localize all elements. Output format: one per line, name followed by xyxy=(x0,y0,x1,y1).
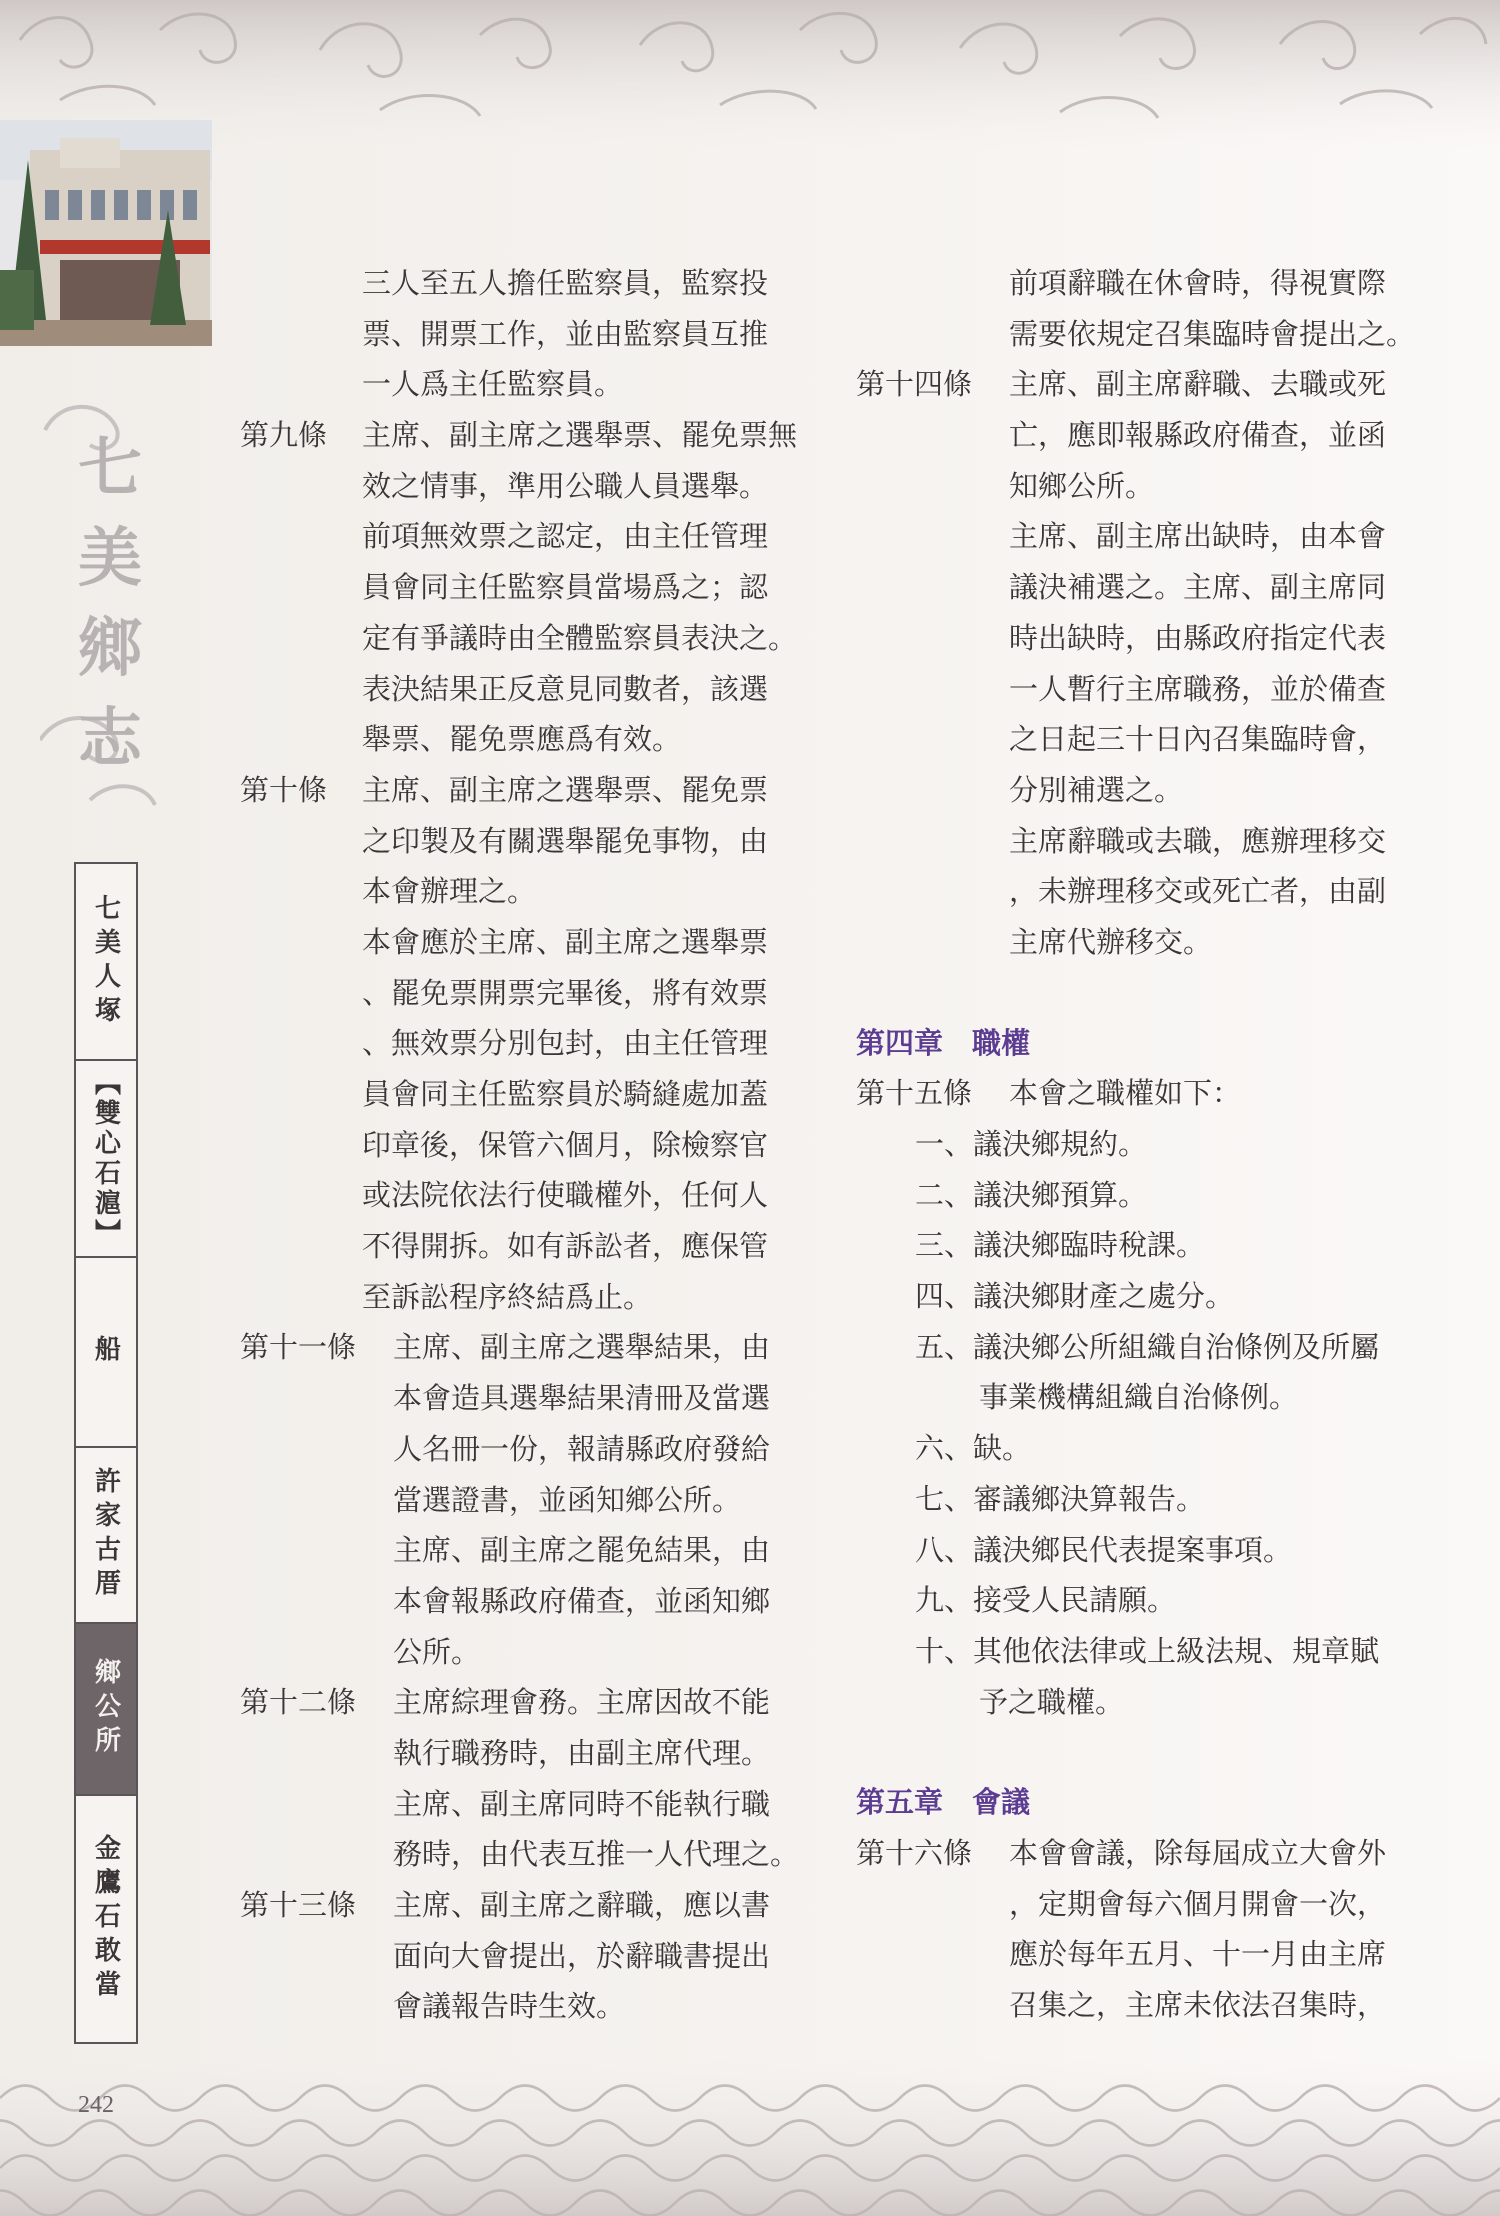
article-label: 第十四條 xyxy=(856,367,973,402)
text-line: 公所。 xyxy=(393,1634,481,1669)
text-line: 會議報告時生效。 xyxy=(393,1989,626,2024)
article-text: 主席綜理會務。主席因故不能 xyxy=(393,1685,771,1720)
text-line: 印章後，保管六個月，除檢察官 xyxy=(362,1127,769,1162)
section-gap xyxy=(856,968,1416,1018)
list-item: 七、審議鄉決算報告。 xyxy=(915,1481,1206,1516)
list-item: 三、議決鄉臨時稅課。 xyxy=(915,1228,1206,1263)
text-line: 效之情事，準用公職人員選舉。 xyxy=(362,468,769,503)
chapter-5-heading: 第五章 會議 xyxy=(856,1785,1031,1820)
text-line: 本會報縣政府備查，並函知鄉 xyxy=(393,1583,771,1618)
township-office-photo xyxy=(0,120,212,346)
text-line: 本會辦理之。 xyxy=(362,874,537,909)
sidebar-tab-golden-eagle-stone[interactable]: 金鷹石敢當 xyxy=(90,1834,121,2004)
text-line: 員會同主任監察員當場爲之；認 xyxy=(362,570,769,605)
title-char-1: 七美鄉志 xyxy=(78,431,142,776)
text-line: 需要依規定召集臨時會提出之。 xyxy=(1009,316,1416,351)
text-line: ，定期會每六個月開會一次， xyxy=(1009,1886,1387,1921)
text-line: 主席、副主席出缺時，由本會 xyxy=(1009,519,1387,554)
text-line: 或法院依法行使職權外，任何人 xyxy=(362,1178,769,1213)
text-line: 至訴訟程序終結爲止。 xyxy=(362,1279,653,1314)
cloud-border-top xyxy=(0,0,1500,150)
text-line: 前項辭職在休會時，得視實際 xyxy=(1009,266,1387,300)
text-line: 、無效票分別包封，由主任管理 xyxy=(362,1026,769,1061)
article-label: 第十三條 xyxy=(240,1888,357,1922)
text-line: 表決結果正反意見同數者，該選 xyxy=(362,671,769,706)
article-label: 第十條 xyxy=(240,772,328,807)
text-line: 票、開票工作，並由監察員互推 xyxy=(362,316,769,351)
text-line: 定有爭議時由全體監察員表決之。 xyxy=(362,620,798,655)
text-line: 一人爲主任監察員。 xyxy=(362,367,624,402)
text-line: 不得開拆。如有訴訟者，應保管 xyxy=(362,1229,769,1264)
sidebar-tab-township-office[interactable]: 鄉公所 xyxy=(76,1624,136,1794)
article-text: 本會會議，除每屆成立大會外 xyxy=(1009,1835,1387,1870)
list-item-continuation: 予之職權。 xyxy=(979,1684,1125,1719)
sidebar-tab-hsu-house[interactable]: 許家古厝 xyxy=(90,1467,121,1603)
text-line: 召集之，主席未依法召集時， xyxy=(1009,1988,1387,2022)
list-item: 一、議決鄉規約。 xyxy=(915,1127,1148,1161)
sidebar-tab-boat[interactable]: 船 xyxy=(90,1335,121,1369)
page-number: 242 xyxy=(78,2092,114,2118)
text-line: 、罷免票開票完畢後，將有效票 xyxy=(362,975,769,1010)
wave-border-bottom xyxy=(0,2058,1500,2216)
list-item: 二、議決鄉預算。 xyxy=(915,1177,1148,1212)
list-item: 九、接受人民請願。 xyxy=(915,1583,1177,1618)
article-10 xyxy=(240,765,800,816)
text-line: 當選證書，並函知鄉公所。 xyxy=(393,1482,742,1517)
article-label: 第十六條 xyxy=(856,1835,973,1870)
text-line: 舉票、罷免票應爲有效。 xyxy=(362,722,682,757)
text-line: 主席、副主席之罷免結果，由 xyxy=(393,1533,771,1568)
text-line: 時出缺時，由縣政府指定代表 xyxy=(1009,620,1387,655)
article-text: 本會之職權如下： xyxy=(1009,1076,1242,1111)
text-line: 知鄉公所。 xyxy=(1009,468,1155,503)
text-line: 面向大會提出，於辭職書提出 xyxy=(393,1938,771,1973)
article-11 xyxy=(240,1322,800,1373)
article-text: 主席、副主席辭職、去職或死 xyxy=(1009,367,1387,402)
text-line: 應於每年五月、十一月由主席 xyxy=(1009,1937,1387,1972)
text-line: 三人至五人擔任監察員，監察投 xyxy=(362,266,769,300)
article-14 xyxy=(856,359,1416,410)
text-line: 本會應於主席、副主席之選舉票 xyxy=(362,924,769,959)
text-line: ，未辦理移交或死亡者，由副 xyxy=(1009,874,1387,909)
text-line: 人名冊一份，報請縣政府發給 xyxy=(393,1431,771,1466)
chapter-sidebar xyxy=(74,862,138,2044)
sidebar-tab-twin-hearts[interactable]: 【雙心石滬】 xyxy=(90,1068,121,1249)
article-label: 第十一條 xyxy=(240,1330,357,1365)
article-12 xyxy=(240,1677,800,1728)
list-item-continuation: 事業機構組織自治條例。 xyxy=(979,1380,1299,1415)
text-line: 主席辭職或去職，應辦理移交 xyxy=(1009,823,1387,858)
article-9 xyxy=(240,410,800,461)
list-item: 四、議決鄉財產之處分。 xyxy=(915,1279,1235,1314)
text-line: 本會造具選舉結果清冊及當選 xyxy=(393,1381,771,1416)
article-label: 第九條 xyxy=(240,418,328,453)
article-label: 第十五條 xyxy=(856,1076,973,1111)
list-item: 六、缺。 xyxy=(915,1431,1032,1466)
article-15 xyxy=(856,1068,1416,1119)
article-13 xyxy=(240,1880,800,1931)
article-label: 第十二條 xyxy=(240,1685,357,1720)
article-text: 主席、副主席之選舉票、罷免票無 xyxy=(362,418,798,453)
list-item: 八、議決鄉民代表提案事項。 xyxy=(915,1532,1293,1567)
list-item: 十、其他依法律或上級法規、規章賦 xyxy=(915,1633,1380,1668)
text-line: 一人暫行主席職務，並於備查 xyxy=(1009,671,1387,706)
text-line: 執行職務時，由副主席代理。 xyxy=(393,1735,771,1770)
right-text-column xyxy=(856,258,1416,2031)
text-line: 亡，應即報縣政府備查，並函 xyxy=(1009,418,1387,453)
text-line: 分別補選之。 xyxy=(1009,772,1184,807)
text-line: 員會同主任監察員於騎縫處加蓋 xyxy=(362,1077,769,1111)
article-text: 主席、副主席之選舉結果，由 xyxy=(393,1330,771,1365)
article-text: 主席、副主席之選舉票、罷免票 xyxy=(362,772,769,807)
section-gap xyxy=(856,1727,1416,1777)
text-line: 前項無效票之認定，由主任管理 xyxy=(362,519,769,554)
text-line: 議決補選之。主席、副主席同 xyxy=(1009,570,1387,605)
article-text: 主席、副主席之辭職，應以書 xyxy=(393,1888,771,1922)
list-item: 五、議決鄉公所組織自治條例及所屬 xyxy=(915,1329,1380,1364)
sidebar-tab-seven-beauties-tomb[interactable]: 七美人塚 xyxy=(90,893,121,1030)
chapter-4-heading: 第四章 職權 xyxy=(856,1025,1031,1060)
text-line: 務時，由代表互推一人代理之。 xyxy=(393,1837,800,1872)
text-line: 之日起三十日內召集臨時會， xyxy=(1009,722,1387,757)
left-text-column xyxy=(240,258,800,2032)
text-line: 主席代辦移交。 xyxy=(1009,924,1213,959)
article-16 xyxy=(856,1828,1416,1879)
book-title-calligraphy xyxy=(40,390,160,830)
text-line: 主席、副主席同時不能執行職 xyxy=(393,1786,771,1821)
text-line: 之印製及有關選舉罷免事物，由 xyxy=(362,823,769,858)
